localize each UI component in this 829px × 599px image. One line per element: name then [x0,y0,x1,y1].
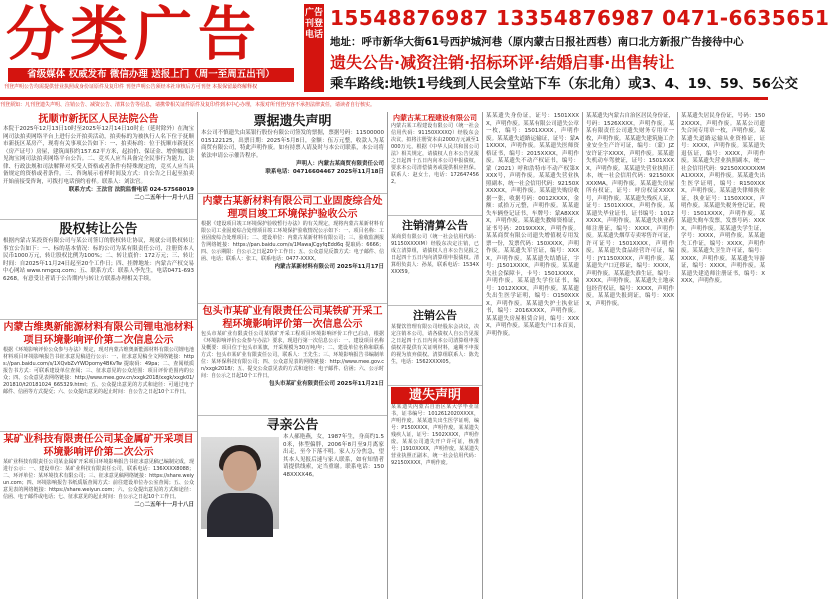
person-photo [201,437,279,529]
phone-numbers: 15548876987 13354876987 0471-6635651 [330,6,829,30]
notice-title: 票据遗失声明 [253,114,332,129]
notice-title: 内蒙古某工程建设有限公司 [393,114,477,122]
hotline-badge: 广告刊登电话 [304,4,324,92]
court-notice [0,112,197,220]
notice-title: 股权转让公告 [59,222,138,237]
bus-route: 乘车路线:地铁1号线到人民会堂站下车（东北角）或3、4、19、59、56公交 [330,76,798,92]
eia-notice-1 [0,320,197,432]
lost-items-list [678,112,768,599]
eia-notice-2 [0,432,197,599]
page-title: 分类广告 [6,0,263,68]
notice-body: 某某遗失身份证，证号：1501XXXX，声明作废。某某有限公司遗失公章一枚，编号：1501XXXX，声明作废。某某遗失道路运输证，证号：蒙A1XXXX，声明作废。某某遗失医师资格证书，编号：2015XXXX，声明作废。某某遗失不动产权证书，编号：蒙（2021）呼和浩特市不动产权第XXXX号，声明作废。某某遗失营业执照副本，统一社会信用代码：92150XXXXXX，声明作废。某某遗失购房收据一张，收据号码：0012XXXX，金额：贰拾万元整，声明作废。某某遗失车辆登记证书，车牌号：蒙A8XXXX，声明作废。某某遗失教师资格证，证书号码：2019XXXX，声明作废。某某商贸有限公司遗失增值税专用发票一份，发票代码：150XXXX，声明作废。某某遗失军官证，编号：XXXX，声明作废。某某遗失结婚证，字号：J1501XXXX，声明作废。某某遗失社会保障卡，卡号：1501XXXX，声明作废。某某遗失学位证书，编号：1012XXXX，声明作废。某某遗失出生医学证明，编号：O150XXXX，声明作废。某某遗失护士执业证书，编号：2016XXXX，声明作废。某某遗失房屋租赁合同，编号：XXXX，声明作废。某某遗失户口本首页，声明作废。 [486,113,579,337]
notice-title: 注销公告 [413,309,457,322]
column-5 [583,112,678,599]
notice-contact: 联系电话：04716604467 2025年11月18日 [265,169,384,175]
mining-eia-notice [198,304,387,416]
notice-body: 某商贸有限公司（统一社会信用代码：91150XXXXM）经股东决定注销，已成立清算组，请债权人自本公告见报之日起四十五日内向清算组申报债权。清算组负责人：孙某，联系电话：1534XXXX59。 [391,234,479,275]
notice-title: 内蒙古维奥新能源材料有限公司锂电池材料项目环境影响评价第二次信息公示 [3,322,194,346]
column-1 [0,112,198,599]
missing-person-notice [198,416,387,599]
notice-title: 遗失声明 [391,387,479,404]
slogan-bar: 省级媒体 权威发布 微信办理 送报上门（周一至周五出刊） [8,68,294,82]
notice-body: 本院于2025年12月13日10时至2025年12月14日10时止（延时除外）在淘宝网司法拍卖网络平台上进行公开拍卖活动，拍卖标的为被执行人名下位于抚顺市新抚区某房产，现将有关事项公告如下：一、拍卖标的：位于抚顺市新抚区（房产证号）房屋，建筑面积约157.62平方米，起拍价、保证金、增价幅度详见淘宝网司法拍卖网络平台公告。二、竞买人应当具备完全民事行为能力，法律、行政法规和司法解释对买受人资格或者条件有特殊规定的，竞买人应当具备规定的资格或者条件。三、咨询展示看样时间及方式：自公告之日起至拍卖开始前接受咨询，可拨打电话预约看样。联系人：刘法官。 [3,126,194,185]
notice-title: 抚顺市新抚区人民法院公告 [38,114,159,125]
masthead [0,0,829,112]
fineprint: 刊登须知：凡刊登遗失声明、注销公告、减资公告、清算公告等信息，请携带相关证件原件及复印件到本中心办理，本报对所刊登内容不承担法律责任，请读者自行核实。 [0,102,376,108]
acceptance-notice [198,194,387,304]
notice-title: 注销清算公告 [402,219,468,232]
slogan-subline: 刊登声明公告均需提供营业执照或身份证原件及复印件 刊登声明公告须经本社审核后方可刊登 本报保留最终解释权 [4,84,258,90]
notice-title: 寻亲公告 [266,418,319,433]
bill-lost-notice [198,112,387,194]
deregistration-notice [388,306,482,386]
notice-contact: 联系方式：王法官 法院监督电话 024-57568019 [68,187,194,193]
notice-body: 根据《建设项目竣工环境保护验收暂行办法》的有关规定，现将内蒙古某新材料有限公司工业固废综合处理项目竣工环境保护验收情况公示如下：一、项目名称：工业固废综合处理项目；二、建设单位：内蒙古某新材料有限公司；三、验收监测报告网络链接：https://pan.baidu.com/s/1MawaJCgyfqEdd6q 提取码：6666；四、公示期限：自公示之日起20个工作日；五、公众意见反馈方式：电子邮件、信函、电话；联系人：张工，联系电话：0477-XXXX。 [201,221,384,262]
notice-signer: 内蒙古某新材料有限公司 2025年11月17日 [274,264,384,270]
notice-body: 根据内蒙古某投资有限公司与某公司签订的股权转让协议，现就公司股权转让事宜公告如下：一、标的基本情况：标的公司为某有限责任公司，注册资本人民币1000万元，转让股权比例为100%；二、转让底价：172万元；三、转让时间：自2025年11月24日起至20个工作日；四、挂牌地址：内蒙古产权交易中心网站 www.nmgcq.com；五、联系方式：联系人李先生，电话0471-6936268。有意受让者请于公告期内与转让方联系办理相关手续。 [3,238,194,282]
equity-transfer-notice [0,220,197,320]
notice-title: 包头市某矿业有限责任公司某铁矿开采工程环境影响评价第一次信息公示 [202,306,383,330]
column-3 [388,112,483,599]
lost-items-notice [388,386,482,599]
lost-items-list [483,112,582,599]
notice-body: 某某遗失内蒙古自治区居民身份证，号码：1526XXXX，声明作废。某某有限责任公司遗失财务专用章一枚，声明作废。某某遗失建筑施工企业安全生产许可证，编号：（蒙）JZ安许证字XXXX，声明作废。某某遗失机动车驾驶证，证号：1501XXXX，声明作废。某某遗失营业执照正本，统一社会信用代码：92150XXXXXMA，声明作废。某某遗失房屋所有权证，证号：呼房权证XXXX号，声明作废。某某遗失残疾人证，证号：1501XXXX，声明作废。某某遗失毕业证书，证书编号：1012XXXX，声明作废。某某遗失执业药师注册证，编号：XXXX，声明作废。某某遗失烟草专卖零售许可证，许可证号：1501XXXX，声明作废。某某遗失食品经营许可证，编号：JY1150XXXX，声明作废。某某遗失户口迁移证，编号：XXXX，声明作废。某某遗失准生证，编号：XXXX，声明作废。某某遗失土地承包经营权证，编号：XXXX，声明作废。某某遗失报到证，编号：XXXX，声明作废。 [586,113,675,307]
notice-body: 某餐饮管理有限公司经股东会决议，决定注销本公司，请各债权人自公告见报之日起四十五日内向本公司清算组申报债权并提供有关证明材料，逾期不申报的视为放弃债权。清算组联系人：陈先生，电话：1562XXXX05。 [391,324,479,365]
notice-title: 某矿业科技有限责任公司某金属矿开采项目环境影响评价第二次公示 [3,434,194,458]
column-4 [483,112,583,599]
notice-body: 包头市某矿业有限责任公司某铁矿开采工程项目环境影响评价工作已启动，根据《环境影响评价公众参与办法》要求，现进行第一次信息公示：一、建设项目名称及概要：项目位于包头市某旗，开采规模为30万吨/年；二、建设单位名称和联系方式：包头市某矿业有限责任公司，联系人：王先生；三、环境影响报告书编制单位：某环保科技有限公司；四、公众意见表的网络链接：http://www.mee.gov.cn/xxgk2018/；五、提交公众意见表的方式和途径：电子邮件、信函；六、公示时间：自公示之日起10个工作日。 [201,331,384,379]
missing-person-body [201,434,384,532]
lost-items-list [583,112,677,599]
brand-block [2,2,302,96]
notice-date: 二○二五年十一月十八日 [134,195,194,201]
column-2 [198,112,388,599]
liquidation-notice [388,216,482,306]
service-list: 遗失公告·减资注销·招标环评·结婚启事·出售转让 [330,53,675,72]
capital-reduction-notice [388,112,482,216]
office-address: 地址：呼市新华大街61号西护城河巷（原内蒙古日报社西巷）南口北方新报广告接待中心 [330,36,744,48]
notice-body: 某矿业科技有限责任公司某金属矿开采项目环境影响报告书征求意见稿已编制完成，现进行公示：一、建设单位：某矿业科技有限责任公司，联系电话：136XXXX8088；二、环评单位：某环境技术有限公司；三、征求意见稿网络链接：https://share.weiyun.com；四、环境影响报告书纸质版查阅方式：前往建设单位办公室查阅；五、公众意见表的网络链接：https://share.weiyun.com；六、公众提出意见的方式和途径：信函、电子邮件或电话；七、征求意见的起止时间：自公示之日起10个工作日。 [3,459,194,500]
notice-body: 本人郝艳燕，女，1987年生，身高约1.50米，体型偏胖，2006年8月至9月离家出走，至今下落不明。家人万分焦急，望其本人见报后速与家人联系，如有知情者请提供线索，定当重谢。联系电话：15048XXXX46。 [283,434,384,478]
header-divider [0,97,768,100]
notice-signer: 声明人：内蒙古某商贸有限责任公司 [295,161,384,167]
notice-body: 根据《环境影响评价公众参与办法》规定，现对内蒙古维奥新能源材料有限公司锂电池材料项目环境影响报告书征求意见稿进行公示：一、征求意见稿全文网络链接：https://pan.baidu.com/s/1XQvbZvYWDpomy4BKvTw 提取码：49pa；二、查阅纸质报告书方式：可联系建设单位查阅；三、征求意见的公众范围：项目评价范围内的公众；四、公众意见表网络链接：http://www.mee.gov.cn/xxgk2018/xxgk/xxgk01/201810/t20181024_665329.html；五、公众提出意见的方式和途径：可通过电子邮件、信函等方式提交；六、公众提出意见的起止时间：自公告之日起10个工作日。 [3,347,194,395]
notice-body: 内蒙古某工程建设有限公司（统一社会信用代码：91150XXXXQ）经股东会决议，拟将注册资本由2000万元减至1000万元，根据《中华人民共和国公司法》相关规定，请债权人自本公告见报之日起四十五日内向本公司申报债权，要求本公司清偿债务或提供相应担保。联系人：赵女士，电话：1726474562。 [391,123,479,185]
column-6 [678,112,768,599]
notice-body: 某某遗失居民身份证，号码：1502XXXX，声明作废。某某公司遗失合同专用章一枚，声明作废。某某遗失道路运输从业资格证，证号：XXXX，声明作废。某某遗失退伍证，编号：XXXX，声明作废。某某遗失营业执照副本，统一社会信用代码：92150XXXXXXMA1XXXX，声明作废。某某遗失出生医学证明，编号：R150XXXX，声明作废。某某遗失律师执业证，执业证号：1150XXXX，声明作废。某某遗失税务登记证，税号：1501XXXX，声明作废。某某遗失购车发票，发票号码：XXXX，声明作废。某某遗失学生证，学号：XXXX，声明作废。某某遗失工作证，编号：XXXX，声明作废。某某遗失卫生许可证，编号：XXXX，声明作废。某某遗失导游证，编号：XXXX，声明作废。某某遗失建造师注册证书，编号：XXXX，声明作废。 [681,113,765,284]
notice-date: 二○二五年十一月十八日 [134,502,194,508]
notice-signer: 包头市某矿业有限责任公司 2025年11月21日 [268,381,384,387]
notice-title: 内蒙古某新材料有限公司工业固废综合处理项目竣工环境保护验收公示 [202,196,383,220]
notice-body: 本公司不慎遗失由某银行股份有限公司签发的票据，票据号码：11500000015122125，出票日期：2025年5月8日，金额：伍万元整，收款人为某商贸有限公司，特此声明作废。如有持票人请及时与本公司联系，本公司将依法申请公示催告程序。 [201,130,384,159]
notice-body: 某某遗失内蒙古自治区某大学毕业证书，证书编号：1012612020XXXX，声明作废。某某遗失出生医学证明，编号：P150XXXX，声明作废。某某遗失残疾人证，证号：1502XXXX，声明作废。某某公司遗失开户许可证，核准号：J1910XXXX，声明作废。某某遗失营业执照正副本，统一社会信用代码：92150XXXX，声明作废。 [391,404,479,466]
